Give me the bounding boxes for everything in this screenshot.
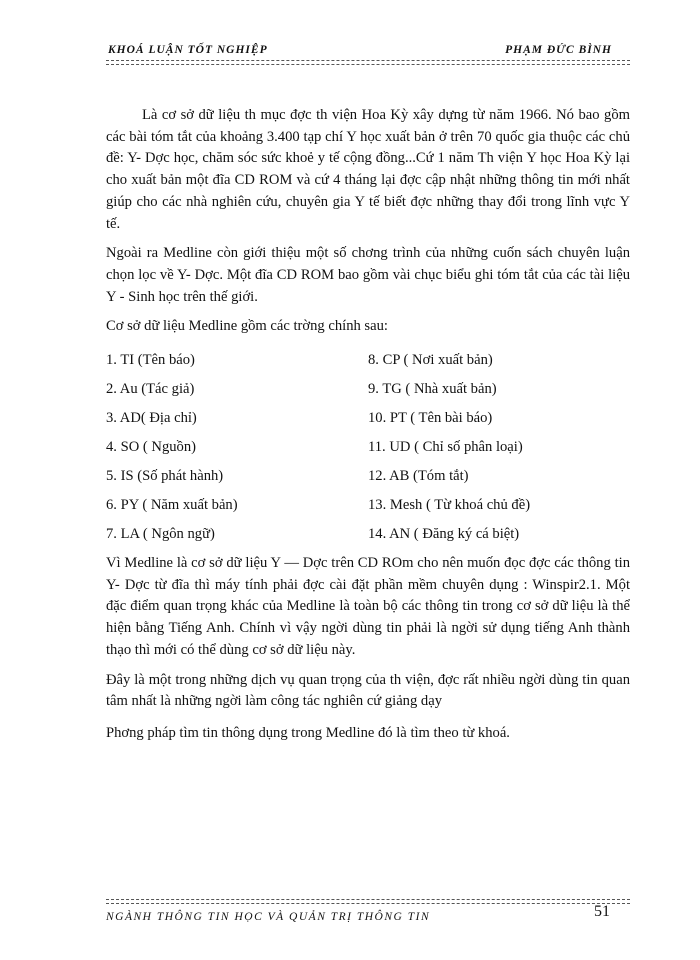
field-row bbox=[106, 404, 630, 433]
paragraph-medline-intro: Là cơ sở dữ liệu th mục đợc th viện Hoa Kỳ xây dựng từ năm 1966. Nó bao gồm các bài tóm tắt của khoảng 3.400 tạp chí Y học xuất bản ở trên 70 quốc gia thuộc các chủ đề: Y- Dợc học, chăm sóc sức khoẻ y tế cộng đồng...Cứ 1 năm Th viện Y học Hoa Kỳ lại cho xuất bản một đĩa CD ROM và cứ 4 tháng lại đợc cập nhật những thông tin mới nhất giúp cho các nhà nghiên cứu, chuyên gia Y tế biết đợc những thay đổi trong lĩnh vực Y tế. bbox=[106, 107, 630, 232]
paragraph-fields-intro: Cơ sở dữ liệu Medline gồm các trờng chính sau: bbox=[106, 318, 388, 335]
header-rule-2 bbox=[106, 64, 630, 65]
field-item: 11. UD ( Chỉ số phân loại) bbox=[368, 438, 523, 455]
field-row bbox=[106, 520, 630, 549]
footer-rule bbox=[106, 899, 630, 900]
paragraph-medline-cd: Ngoài ra Medline còn giới thiệu một số chơng trình của những cuốn sách chuyên luận chọn lọc về Y- Dợc. Một đĩa CD ROM bao gồm vài chục biểu ghi tóm tắt của các tài liệu Y - Sinh học trên thế giới. bbox=[106, 245, 630, 305]
field-row bbox=[106, 491, 630, 520]
field-item: 4. SO ( Nguồn) bbox=[106, 438, 196, 455]
field-row bbox=[106, 433, 630, 462]
footer-text: NGÀNH THÔNG TIN HỌC VÀ QUẢN TRỊ THÔNG TIN bbox=[106, 911, 431, 923]
header-rule bbox=[106, 60, 630, 61]
field-item: 2. Au (Tác giả) bbox=[106, 380, 195, 397]
footer-rule-2 bbox=[106, 903, 630, 904]
header-left: KHOÁ LUẬN TỐT NGHIỆP bbox=[108, 44, 268, 56]
field-item: 13. Mesh ( Từ khoá chủ đề) bbox=[368, 496, 531, 513]
paragraph-search-method: Phơng pháp tìm tin thông dụng trong Medline đó là tìm theo từ khoá. bbox=[106, 724, 510, 741]
field-item: 12. AB (Tóm tắt) bbox=[368, 467, 469, 484]
field-item: 9. TG ( Nhà xuất bản) bbox=[368, 380, 497, 397]
paragraph-software: Vì Medline là cơ sở dữ liệu Y — Dợc trên CD ROm cho nên muốn đọc đợc các thông tin Y- Dợc từ đĩa thì máy tính phải đợc cài đặt phần mềm chuyên dụng : Winspir2.1. Một đặc điểm quan trọng khác của Medline là toàn bộ các thông tin trong cơ sở dữ liệu là thể hiện bằng Tiếng Anh. Chính vì vậy ngời dùng tin phải là ngời sử dụng tiếng Anh thành thạo thì mới có thể dùng cơ sở dữ liệu này. bbox=[106, 555, 630, 658]
field-row bbox=[106, 346, 630, 375]
field-item: 6. PY ( Năm xuất bản) bbox=[106, 496, 238, 513]
header-right: PHẠM ĐỨC BÌNH bbox=[505, 44, 612, 56]
field-item: 10. PT ( Tên bài báo) bbox=[368, 409, 493, 426]
field-item: 14. AN ( Đăng ký cá biệt) bbox=[368, 525, 520, 542]
field-item: 8. CP ( Nơi xuất bản) bbox=[368, 351, 493, 368]
page-number: 51 bbox=[594, 903, 610, 920]
paragraph-service: Đây là một trong những dịch vụ quan trọng của th viện, đợc rất nhiều ngời dùng tin quan tâm nhất là những ngời làm công tác nghiên cứ giảng dạy bbox=[106, 671, 630, 710]
field-row bbox=[106, 375, 630, 404]
field-item: 7. LA ( Ngôn ngữ) bbox=[106, 525, 215, 542]
field-item: 5. IS (Số phát hành) bbox=[106, 467, 224, 484]
field-row bbox=[106, 462, 630, 491]
field-item: 1. TI (Tên báo) bbox=[106, 351, 195, 368]
field-item: 3. AD( Địa chỉ) bbox=[106, 409, 197, 426]
field-list bbox=[106, 346, 630, 549]
page-body bbox=[106, 105, 630, 755]
